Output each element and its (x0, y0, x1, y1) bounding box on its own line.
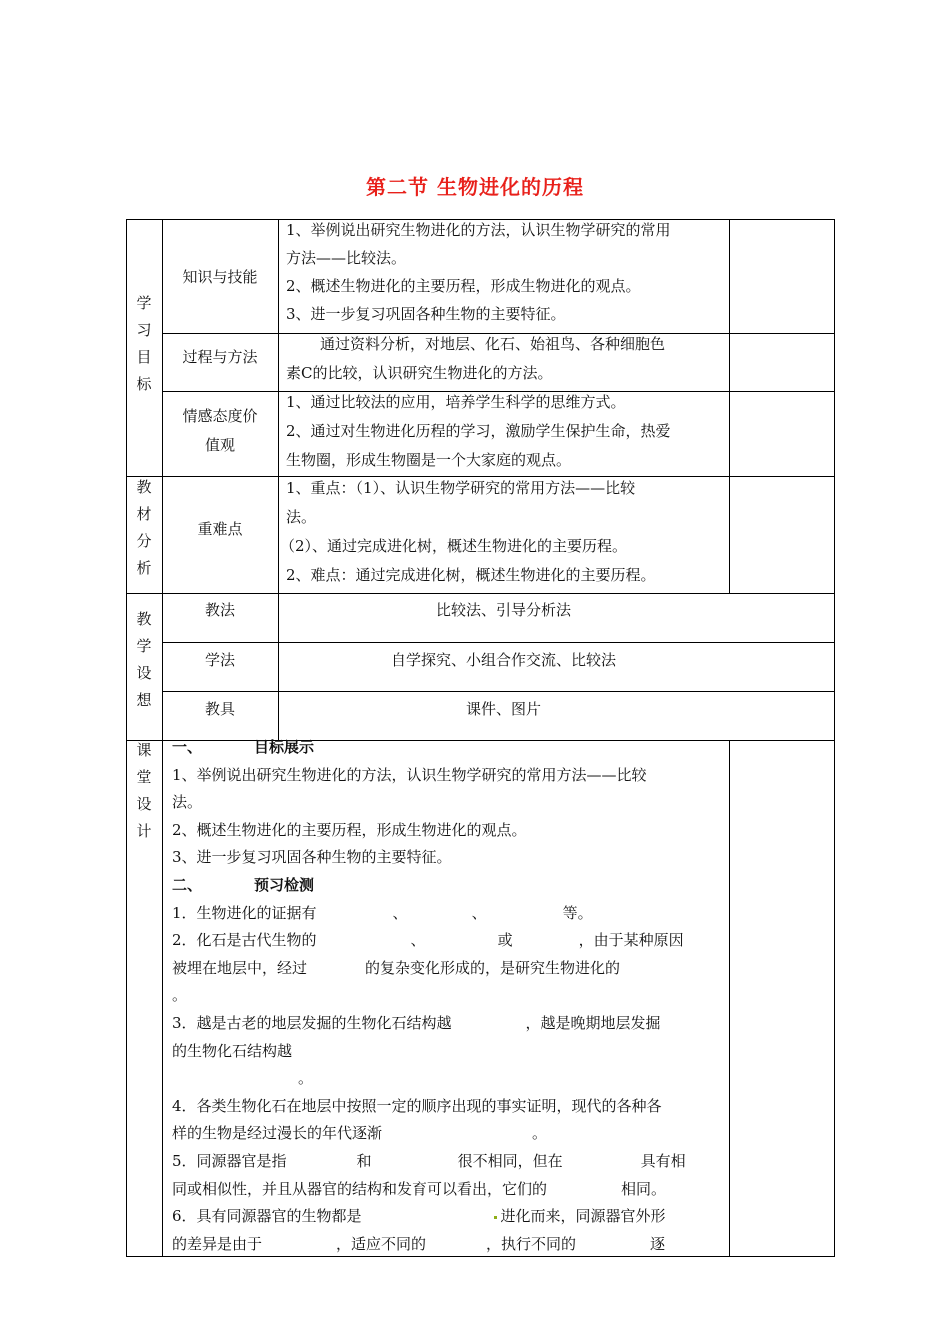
dot-mark (494, 1216, 497, 1219)
table-border (834, 219, 835, 1256)
process-content: 通过资料分析，对地层、化石、始祖鸟、各种细胞色 素C的比较，认识研究生物进化的方法。 (286, 335, 666, 382)
process-label: 过程与方法 (182, 348, 258, 366)
question-6-cont: 的差异是由于 ，适应不同的 ，执行不同的 逐 (172, 1234, 666, 1253)
question-1: 1．生物进化的证据有 、 、 等。 (172, 903, 593, 922)
section-heading: 一、 目标展示 (172, 738, 315, 756)
table-divider (729, 740, 730, 1256)
learning-method-label: 学法 (204, 651, 235, 669)
table-divider (162, 219, 163, 1256)
question-5: 5．同源器官是指 和 很不相同，但在 具有相 (172, 1151, 686, 1170)
knowledge-content: 1、举例说出研究生物进化的方法，认识生物学研究的常用 方法——比较法。 2、概述生物进化的主要历程，形成生物进化的观点。 3、进一步复习巩固各种生物的主要特征。 (286, 221, 671, 323)
question-2-cont: 被埋在地层中，经过 的复杂变化形成的，是研究生物进化的 (172, 958, 621, 977)
question-3: 3．越是古老的地层发掘的生物化石结构越 ，越是晚期地层发掘 (172, 1013, 661, 1032)
question-4-cont: 样的生物是经过漫长的年代逐渐 。 (172, 1124, 548, 1143)
teaching-tools-value: 课件、图片 (465, 700, 541, 718)
question-2: 2．化石是古代生物的 、 或 ，由于某种原因 (172, 931, 684, 950)
classroom-label: 课 堂 设 计 (136, 741, 152, 840)
teaching-method-label: 教法 (204, 601, 235, 619)
table-divider (162, 691, 835, 692)
design-label: 教 学 设 想 (136, 610, 152, 709)
knowledge-label: 知识与技能 (182, 268, 258, 286)
goals-label: 学 习 目 标 (136, 294, 152, 393)
table-divider (126, 593, 835, 594)
learning-method-value: 自学探究、小组合作交流、比较法 (390, 651, 616, 669)
page-title: 第二节 生物进化的历程 (366, 175, 584, 199)
table-divider (162, 642, 835, 643)
analysis-label: 教 材 分 析 (136, 478, 152, 577)
teaching-method-value: 比较法、引导分析法 (435, 601, 571, 619)
emotion-label: 情感态度价 值观 (182, 407, 258, 454)
table-divider (729, 219, 730, 593)
key-points-label: 重难点 (197, 520, 243, 538)
question-5-cont: 同或相似性，并且从器官的结构和发育可以看出，它们的 相同。 (172, 1179, 667, 1198)
emotion-content: 1、通过比较法的应用，培养学生科学的思维方式。 2、通过对生物进化历程的学习，激励学生保护生命，热爱 生物圈，形成生物圈是一个大家庭的观点。 (286, 393, 671, 469)
teaching-tools-label: 教具 (204, 700, 235, 718)
question-6: 6．具有同源器官的生物都是 进化而来，同源器官外形 (172, 1207, 666, 1226)
section-heading: 二、 预习检测 (172, 875, 315, 894)
key-points-content: 1、重点：（1）、认识生物学研究的常用方法——比较 法。 （2）、通过完成进化树，概述生物进化的主要历程。 2、难点：通过完成进化树，概述生物进化的主要历程。 (280, 479, 656, 584)
classroom-content: 一、 目标展示 1、举例说出研究生物进化的方法，认识生物学研究的常用方法——比较 法。 2、概述生物进化的主要历程，形成生物进化的观点。 3、进一步复习巩固各种生物的主要特征。 二、 预习检测 1．生物进化的证据有 、 、 等。 2．化石是古代生物的 、 或 ，由于某种原因 被埋在地层中，经过 的复杂变化形成的，是研究生物进化的 。 3．越是古老的地层发掘的生物化石结构越 ，越是晚期地层发掘 的生物化石结构越 。 4．各类生物化石在地层中按照一定的顺序出现的事实证明，现代的各种各 样的生物是经过漫长的年代逐渐 。 5．同源器官是指 和 很不相同，但在 具有相 同或相似性，并且从器官的结构和发育可以看出，它们的 相同。 6．具有同源器官的生物都是 进化而来，同源器官外形 的差异是由于 ，适应不同的 ，执行不同的 逐 (172, 734, 722, 1258)
